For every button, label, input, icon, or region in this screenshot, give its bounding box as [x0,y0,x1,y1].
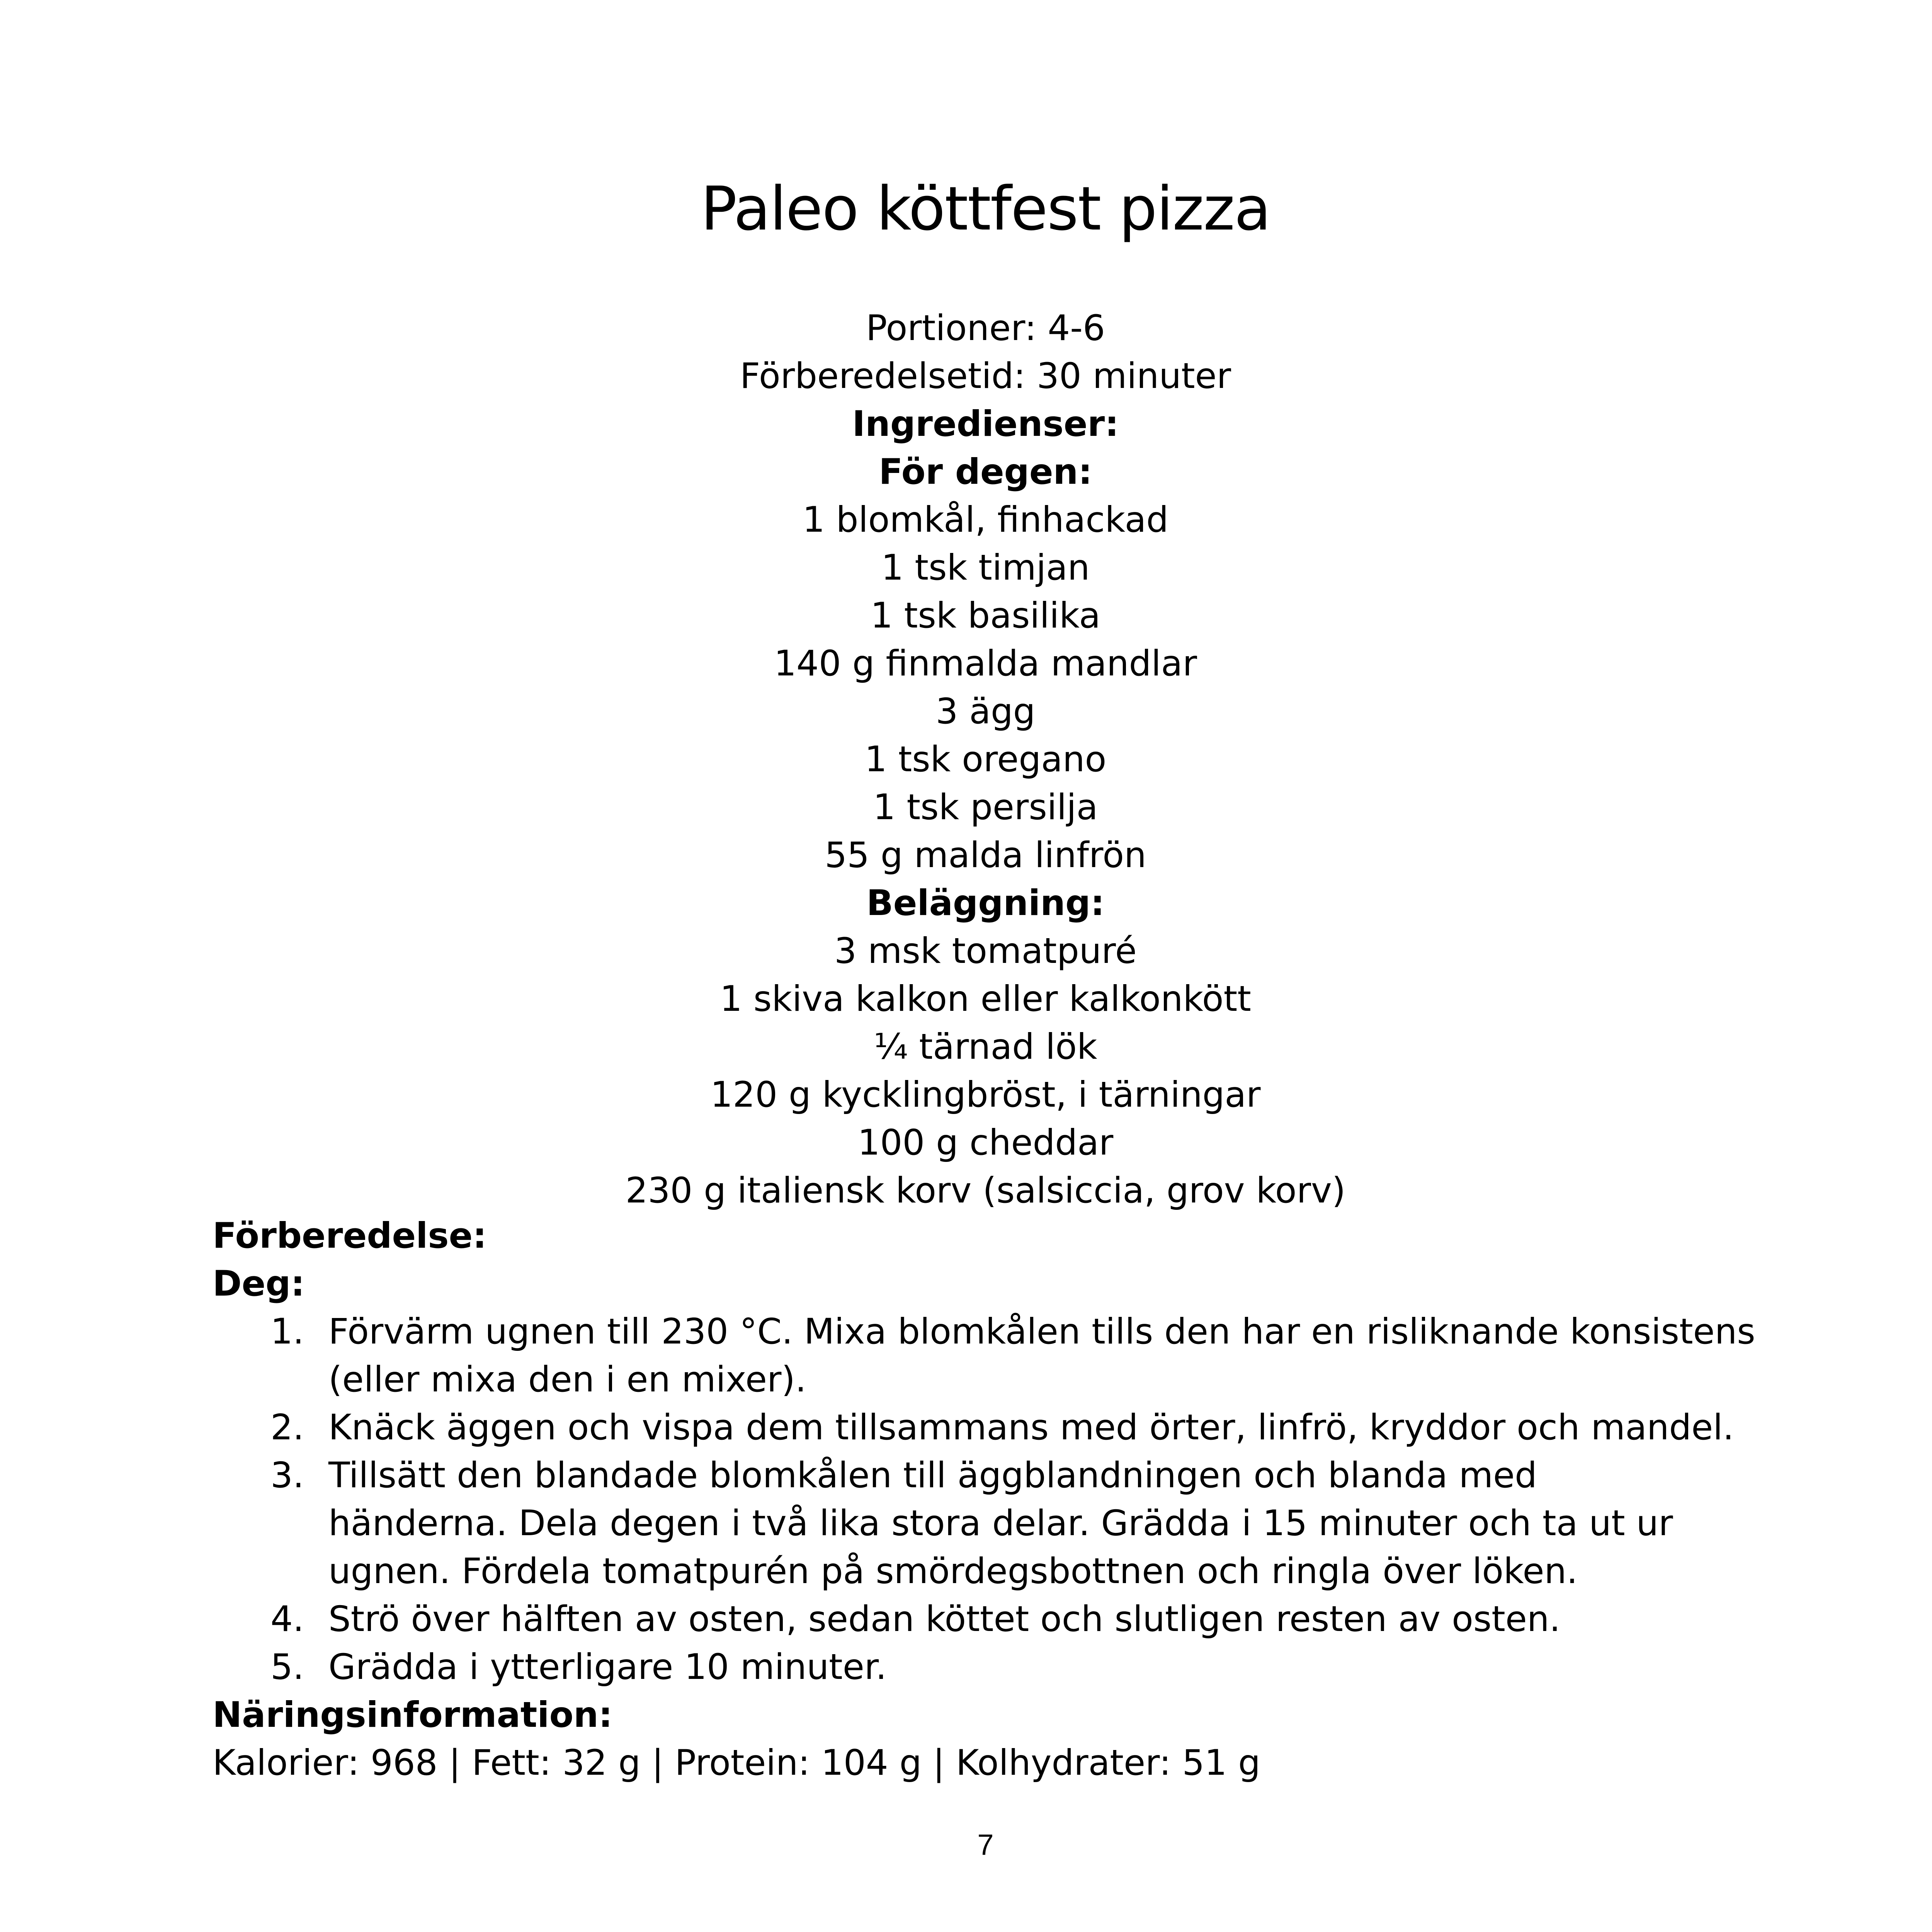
dough-ingredient: 55 g malda linfrön [825,835,1146,876]
step-text: Förvärm ugnen till 230 °C. Mixa blomkålen tills den har en risliknande konsistens [328,1311,1755,1352]
step-text: Grädda i ytterligare 10 minuter. [328,1647,887,1687]
step-item [213,1452,1874,1595]
topping-ingredient: 120 g kycklingbröst, i tärningar [710,1075,1261,1115]
dough-ingredient: 1 tsk persilja [873,787,1098,828]
step-item [213,1404,1874,1452]
dough-ingredient: 140 g finmalda mandlar [774,643,1197,684]
step-number: 4. [270,1599,304,1639]
recipe-title: Paleo köttfest pizza [701,173,1270,244]
step-text: ugnen. Fördela tomatpurén på smördegsbottnen och ringla över löken. [328,1551,1578,1592]
step-text: Strö över hälften av osten, sedan köttet och slutligen resten av osten. [328,1599,1561,1639]
step-text: Tillsätt den blandade blomkålen till äggblandningen och blanda med [328,1455,1537,1496]
prep-time: Förberedelsetid: 30 minuter [740,356,1231,396]
topping-ingredient: 230 g italiensk korv (salsiccia, grov korv) [625,1170,1346,1211]
step-item [213,1308,1874,1404]
dough-ingredient: 1 tsk basilika [870,595,1101,636]
step-number: 2. [270,1407,304,1448]
topping-heading: Beläggning: [866,883,1105,923]
dough-ingredient: 1 tsk oregano [864,739,1107,780]
topping-ingredient: ¼ tärnad lök [874,1027,1097,1067]
step-item [213,1643,1874,1691]
preparation-section [213,1212,1874,1787]
step-text: Knäck äggen och vispa dem tillsammans med örter, linfrö, kryddor och mandel. [328,1407,1734,1448]
nutrition-facts: Kalorier: 968 | Fett: 32 g | Protein: 104 g | Kolhydrater: 51 g [213,1743,1260,1783]
steps-list [213,1308,1874,1691]
recipe-summary [0,304,1932,1215]
ingredients-heading: Ingredienser: [852,404,1119,444]
topping-ingredient: 1 skiva kalkon eller kalkonkött [720,979,1251,1019]
dough-ingredient: 3 ägg [935,691,1036,732]
step-number: 3. [270,1455,304,1496]
preparation-heading: Förberedelse: [213,1216,487,1256]
dough-ingredient: 1 tsk timjan [881,548,1090,588]
step-text: händerna. Dela degen i två lika stora delar. Grädda i 15 minuter och ta ut ur [328,1503,1673,1544]
dough-steps-heading: Deg: [213,1264,305,1304]
step-number: 1. [270,1311,304,1352]
nutrition-heading: Näringsinformation: [213,1695,613,1735]
step-item [213,1595,1874,1643]
step-text: (eller mixa den i en mixer). [328,1359,806,1400]
topping-ingredient: 3 msk tomatpuré [834,931,1137,971]
page-number: 7 [977,1828,994,1861]
dough-ingredient: 1 blomkål, finhackad [802,500,1169,540]
step-number: 5. [270,1647,304,1687]
dough-heading: För degen: [879,452,1092,492]
topping-ingredient: 100 g cheddar [857,1122,1114,1163]
servings: Portioner: 4-6 [866,308,1105,349]
